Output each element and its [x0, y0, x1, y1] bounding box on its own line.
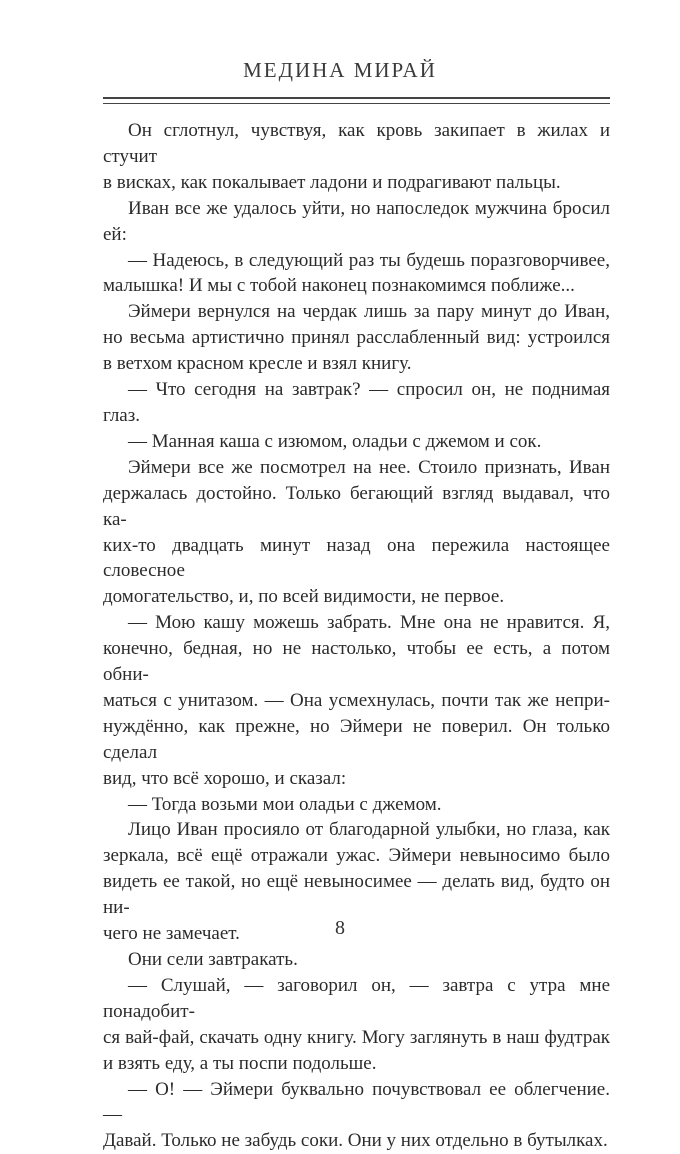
text-line: — Что сегодня на завтрак? — спросил он, не поднимая глаз. — [103, 379, 610, 426]
paragraph — [103, 196, 610, 248]
text-line: — Тогда возьми мои оладьи с джемом. — [128, 793, 442, 815]
text-line: держалась достойно. Только бегающий взгляд выдавал, что ка- — [103, 482, 610, 530]
text-line: малышка! И мы с тобой наконец познакомимся поближе... — [103, 275, 575, 297]
paragraph — [103, 973, 610, 1077]
paragraph — [103, 610, 610, 791]
paragraph — [103, 429, 610, 455]
paragraph — [103, 792, 610, 818]
text-line: — Мою кашу можешь забрать. Мне она не нравится. Я, — [128, 612, 610, 634]
text-line: — Манная каша с изюмом, оладьи с джемом и сок. — [128, 430, 542, 452]
page-number: 8 — [335, 917, 345, 939]
text-line: видеть ее такой, но ещё невыносимее — делать вид, будто он ни- — [103, 871, 610, 919]
text-line: ся вай-фай, скачать одну книгу. Могу заглянуть в наш фудтрак — [103, 1026, 610, 1048]
text-line: в ветхом красном кресле и взял книгу. — [103, 353, 412, 375]
text-line: в висках, как покалывает ладони и подрагивают пальцы. — [103, 171, 561, 193]
text-line: но весьма артистично принял расслабленный вид: устроился — [103, 327, 610, 349]
text-line: нуждённо, как прежне, но Эймери не поверил. Он только сделал — [103, 715, 610, 763]
paragraph — [103, 299, 610, 377]
text-line: ей: — [103, 223, 127, 245]
header-rule-thin — [103, 103, 610, 104]
text-line: и взять еду, а ты поспи подольше. — [103, 1052, 377, 1074]
paragraph — [103, 118, 610, 196]
paragraph — [103, 455, 610, 610]
text-line: Давай. Только не забудь соки. Они у них отдельно в бутылках. — [103, 1130, 608, 1152]
text-line: Иван все же удалось уйти, но напоследок мужчина бросил — [128, 197, 610, 219]
running-header: МЕДИНА МИРАЙ — [243, 58, 437, 82]
text-line: — О! — Эймери буквально почувствовал ее облегчение. — — [103, 1078, 610, 1126]
text-line: вид, что всё хорошо, и сказал: — [103, 767, 347, 789]
header-rule-thick — [103, 97, 610, 99]
text-line: ких-то двадцать минут назад она пережила настоящее словесное — [103, 534, 610, 582]
paragraph — [103, 377, 610, 429]
text-line: маться с унитазом. — Она усмехнулась, почти так же непри- — [103, 689, 610, 711]
text-line: — Надеюсь, в следующий раз ты будешь поразговорчивее, — [128, 249, 610, 271]
paragraph — [103, 248, 610, 300]
text-line: домогательство, и, по всей видимости, не первое. — [103, 586, 505, 608]
text-line: Эймери вернулся на чердак лишь за пару минут до Иван, — [128, 301, 610, 323]
text-line: Он сглотнул, чувствуя, как кровь закипает в жилах и стучит — [103, 120, 610, 167]
text-line: конечно, бедная, но не настолько, чтобы ее есть, а потом обни- — [103, 638, 610, 686]
body-text — [103, 118, 610, 1154]
paragraph — [103, 1077, 610, 1154]
text-line: чего не замечает. — [103, 923, 240, 945]
paragraph — [103, 947, 610, 973]
text-line: зеркала, всё ещё отражали ужас. Эймери невыносимо было — [103, 845, 610, 867]
text-line: Эймери все же посмотрел на нее. Стоило признать, Иван — [128, 456, 610, 478]
text-line: — Слушай, — заговорил он, — завтра с утра мне понадобит- — [103, 974, 610, 1022]
text-line: Они сели завтракать. — [128, 949, 298, 970]
text-line: Лицо Иван просияло от благодарной улыбки, но глаза, как — [128, 819, 610, 841]
